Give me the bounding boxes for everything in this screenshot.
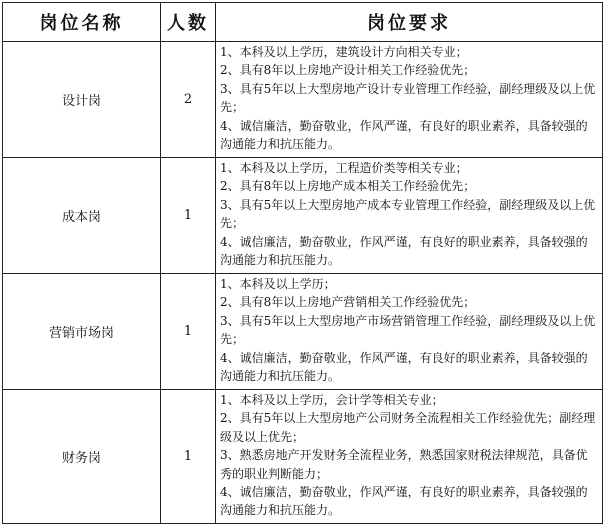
- position-name: 设计岗: [3, 42, 161, 158]
- position-name: 营销市场岗: [3, 274, 161, 390]
- position-name: 成本岗: [3, 158, 161, 274]
- header-headcount: 人数: [161, 3, 216, 42]
- requirement-item: 4、诚信廉洁，勤奋敬业，作风严谨，有良好的职业素养，具备较强的沟通能力和抗压能力。: [220, 234, 588, 268]
- requirement-item: 1、本科及以上学历，工程造价类等相关专业；: [220, 161, 468, 175]
- requirements-cell: [216, 158, 603, 274]
- job-requirements-table: [2, 2, 603, 524]
- table-row: [3, 42, 603, 158]
- requirement-item: 4、诚信廉洁，勤奋敬业，作风严谨，有良好的职业素养，具备较强的沟通能力和抗压能力。: [220, 118, 588, 152]
- requirement-item: 2、具有8年以上房地产设计相关工作经验优先；: [220, 63, 476, 78]
- table-row: [3, 274, 603, 390]
- requirement-item: 2、具有8年以上房地产营销相关工作经验优先；: [220, 295, 476, 310]
- requirement-item: 1、本科及以上学历；: [220, 277, 336, 291]
- requirement-item: 3、具有5年以上大型房地产成本专业管理工作经验，副经理级及以上优先；: [220, 197, 596, 231]
- requirement-item: 4、诚信廉洁，勤奋敬业，作风严谨，有良好的职业素养，具备较强的沟通能力和抗压能力。: [220, 350, 588, 384]
- requirement-item: 1、本科及以上学历，会计学等相关专业；: [220, 393, 444, 407]
- headcount: 1: [161, 390, 216, 524]
- requirements-cell: [216, 390, 603, 524]
- requirement-item: 3、具有5年以上大型房地产设计专业管理工作经验，副经理级及以上优先；: [220, 81, 596, 115]
- requirement-item: 1、本科及以上学历，建筑设计方向相关专业；: [220, 45, 468, 59]
- requirement-item: 2、具有8年以上房地产成本相关工作经验优先；: [220, 179, 476, 194]
- header-row: [3, 3, 603, 42]
- headcount: 2: [161, 42, 216, 158]
- headcount: 1: [161, 158, 216, 274]
- headcount: 1: [161, 274, 216, 390]
- table-row: [3, 390, 603, 524]
- header-position-name: 岗位名称: [3, 3, 161, 42]
- table-row: [3, 158, 603, 274]
- requirement-item: 3、具有5年以上大型房地产市场营销管理工作经验，副经理级及以上优先；: [220, 313, 596, 347]
- requirements-cell: [216, 42, 603, 158]
- requirement-item: 4、诚信廉洁，勤奋敬业，作风严谨，有良好的职业素养，具备较强的沟通能力和抗压能力。: [220, 485, 588, 518]
- requirement-item: 2、具有5年以上大型房地产公司财务全流程相关工作经验优先；副经理级及以上优先；: [220, 411, 596, 444]
- position-name: 财务岗: [3, 390, 161, 524]
- requirement-item: 3、熟悉房地产开发财务全流程业务，熟悉国家财税法律规范，具备优秀的职业判断能力；: [220, 448, 588, 481]
- header-requirements: 岗位要求: [216, 3, 603, 42]
- requirements-cell: [216, 274, 603, 390]
